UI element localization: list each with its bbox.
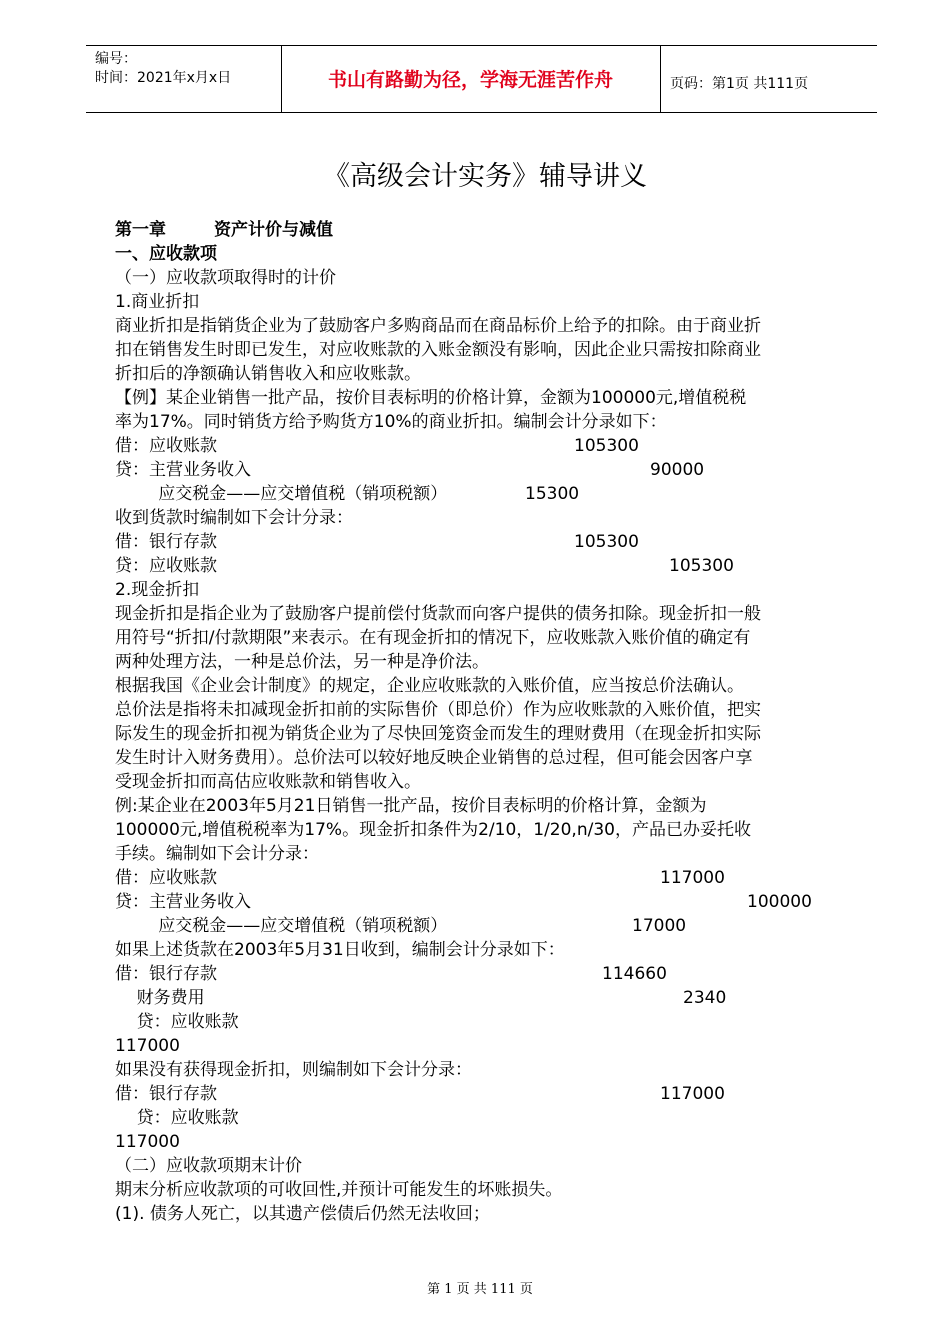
text-line — [115, 746, 853, 770]
text-line — [115, 1154, 853, 1178]
header-meta — [95, 50, 231, 88]
text-line — [115, 506, 853, 530]
line-text: 贷：主营业务收入 — [115, 892, 251, 912]
line-text: 用符号“折扣/付款期限”来表示。在有现金折扣的情况下，应收账款入账价值的确定有 — [115, 628, 751, 648]
text-line — [115, 626, 853, 650]
serial-label: 编号： — [95, 51, 137, 67]
line-text: 根据我国《企业会计制度》的规定，企业应收账款的入账价值，应当按总价法确认。 — [115, 676, 744, 696]
chapter-heading — [115, 218, 853, 242]
header-divider-right — [660, 45, 661, 112]
document-title: 《高级会计实务》辅导讲义 — [323, 161, 647, 192]
entry-amount: 2340 — [683, 988, 727, 1008]
text-line — [115, 842, 853, 866]
entry-amount: 105300 — [574, 532, 639, 552]
text-line — [115, 386, 853, 410]
text-line — [115, 1202, 853, 1226]
line-text: (1). 债务人死亡，以其遗产偿债后仍然无法收回； — [115, 1204, 490, 1224]
text-line — [115, 650, 853, 674]
ledger-entry-line — [115, 1082, 853, 1106]
line-text: 收到货款时编制如下会计分录： — [115, 508, 353, 528]
text-line — [115, 602, 853, 626]
text-line — [115, 818, 853, 842]
line-text: 期末分析应收款项的可收回性,并预计可能发生的坏账损失。 — [115, 1180, 563, 1200]
ledger-entry-line — [115, 986, 853, 1010]
ledger-entry-line — [115, 866, 853, 890]
text-line — [115, 698, 853, 722]
line-text: 率为17%。同时销货方给予购货方10%的商业折扣。编制会计分录如下： — [115, 412, 667, 432]
chapter-name: 资产计价与减值 — [214, 220, 333, 240]
entry-amount: 117000 — [660, 1084, 725, 1104]
entry-amount: 17000 — [632, 916, 687, 936]
text-line — [115, 1010, 853, 1034]
line-text: 现金折扣是指企业为了鼓励客户提前偿付货款而向客户提供的债务扣除。现金折扣一般 — [115, 604, 761, 624]
line-text: 折扣后的净额确认销售收入和应收账款。 — [115, 364, 421, 384]
line-text: 【例】某企业销售一批产品，按价目表标明的价格计算，金额为100000元,增值税税 — [115, 388, 747, 408]
line-text: 2.现金折扣 — [115, 580, 200, 600]
line-text: （二）应收款项期末计价 — [115, 1156, 302, 1176]
line-text: 借：银行存款 — [115, 532, 217, 552]
document-body — [115, 218, 853, 1226]
text-line — [115, 722, 853, 746]
line-text: 一、应收款项 — [115, 244, 217, 264]
line-text: 手续。编制如下会计分录： — [115, 844, 319, 864]
line-text: 117000 — [115, 1132, 180, 1152]
line-text: 借：应收账款 — [115, 436, 217, 456]
line-text: 100000元,增值税税率为17%。现金折扣条件为2/10，1/20,n/30，产品已办妥托收 — [115, 820, 751, 840]
entry-amount: 90000 — [650, 460, 705, 480]
ledger-entry-line — [115, 482, 853, 506]
text-line — [115, 1130, 853, 1154]
section-heading — [115, 242, 853, 266]
line-text: 1.商业折扣 — [115, 292, 200, 312]
entry-amount: 117000 — [660, 868, 725, 888]
ledger-entry-line — [115, 530, 853, 554]
line-text: 借：应收账款 — [115, 868, 217, 888]
line-text: 应交税金——应交增值税（销项税额） — [115, 916, 448, 936]
text-line — [115, 1178, 853, 1202]
ledger-entry-line — [115, 914, 853, 938]
line-text: 贷：主营业务收入 — [115, 460, 251, 480]
header-bottom-rule — [86, 112, 877, 113]
text-line — [115, 1034, 853, 1058]
entry-amount: 105300 — [574, 436, 639, 456]
entry-amount: 15300 — [525, 484, 580, 504]
line-text: 受现金折扣而高估应收账款和销售收入。 — [115, 772, 421, 792]
chapter-number: 第一章 — [115, 220, 166, 240]
text-line — [115, 362, 853, 386]
text-line — [115, 578, 853, 602]
text-line — [115, 266, 853, 290]
entry-amount: 100000 — [747, 892, 812, 912]
ledger-entry-line — [115, 962, 853, 986]
entry-amount: 114660 — [602, 964, 667, 984]
text-line — [115, 410, 853, 434]
text-line — [115, 794, 853, 818]
ledger-entry-line — [115, 554, 853, 578]
text-line — [115, 338, 853, 362]
ledger-entry-line — [115, 434, 853, 458]
line-text: 际发生的现金折扣视为销货企业为了尽快回笼资金而发生的理财费用（在现金折扣实际 — [115, 724, 761, 744]
text-line — [115, 674, 853, 698]
entry-amount: 105300 — [669, 556, 734, 576]
line-text: 例:某企业在2003年5月21日销售一批产品，按价目表标明的价格计算，金额为 — [115, 796, 707, 816]
line-text: 两种处理方法，一种是总价法，另一种是净价法。 — [115, 652, 489, 672]
line-text: 117000 — [115, 1036, 180, 1056]
line-text: 贷：应收账款 — [115, 1108, 239, 1128]
line-text: 借：银行存款 — [115, 964, 217, 984]
line-text: 如果上述货款在2003年5月31日收到，编制会计分录如下： — [115, 940, 565, 960]
header-page-info: 页码：第1页 共111页 — [670, 76, 809, 92]
line-text: 贷：应收账款 — [115, 556, 217, 576]
line-text: （一）应收款项取得时的计价 — [115, 268, 336, 288]
ledger-entry-line — [115, 890, 853, 914]
line-text: 财务费用 — [115, 988, 205, 1008]
line-text: 如果没有获得现金折扣，则编制如下会计分录： — [115, 1060, 472, 1080]
time-label: 时间：2021年x月x日 — [95, 70, 232, 86]
line-text: 应交税金——应交增值税（销项税额） — [115, 484, 448, 504]
text-line — [115, 290, 853, 314]
page-footer: 第 1 页 共 111 页 — [427, 1282, 533, 1297]
line-text: 贷：应收账款 — [115, 1012, 239, 1032]
line-text: 借：银行存款 — [115, 1084, 217, 1104]
text-line — [115, 1058, 853, 1082]
text-line — [115, 314, 853, 338]
line-text: 扣在销售发生时即已发生，对应收账款的入账金额没有影响，因此企业只需按扣除商业 — [115, 340, 761, 360]
header-motto: 书山有路勤为径，学海无涯苦作舟 — [327, 69, 613, 91]
body-lines — [115, 242, 853, 1226]
text-line — [115, 770, 853, 794]
line-text: 总价法是指将未扣减现金折扣前的实际售价（即总价）作为应收账款的入账价值，把实 — [115, 700, 761, 720]
ledger-entry-line — [115, 458, 853, 482]
text-line — [115, 938, 853, 962]
line-text: 商业折扣是指销货企业为了鼓励客户多购商品而在商品标价上给予的扣除。由于商业折 — [115, 316, 761, 336]
text-line — [115, 1106, 853, 1130]
line-text: 发生时计入财务费用）。总价法可以较好地反映企业销售的总过程，但可能会因客户享 — [115, 748, 753, 768]
